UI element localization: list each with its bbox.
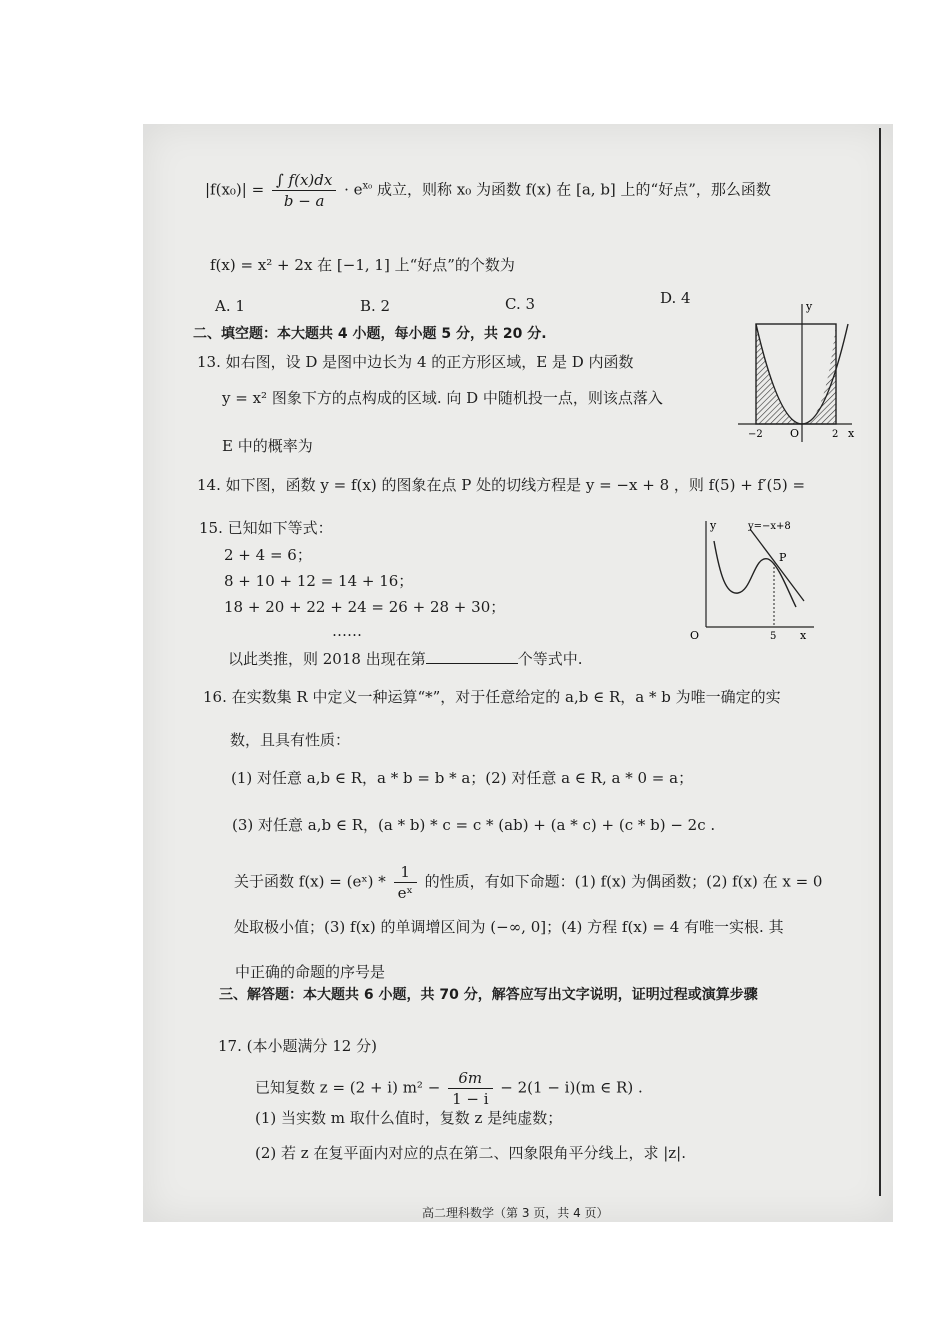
exam-paper (143, 124, 893, 1222)
q12-option-d: D. 4 (660, 289, 691, 307)
q16-property-3: (3) 对任意 a,b ∈ R，(a * b) * c = c * (ab) + (a * c) + (c * b) − 2c . (232, 816, 716, 834)
fig15-five-label: 5 (770, 631, 777, 642)
figure-13-parabola (728, 296, 858, 446)
q12-option-b: B. 2 (360, 297, 391, 315)
q14-text: 14. 如下图，函数 y = f(x) 的图象在点 P 处的切线方程是 y = −x + 8 ，则 f(5) + f′(5) = (197, 476, 806, 494)
q16-fraction (394, 862, 417, 903)
section-2-heading: 二、填空题：本大题共 4 小题，每小题 5 分，共 20 分. (193, 326, 547, 342)
q15-eq3: 18 + 20 + 22 + 24 = 26 + 28 + 30； (224, 598, 506, 616)
fig15-origin-label: O (690, 629, 700, 642)
figure-14-tangent (678, 515, 818, 645)
q16-function-def: 关于函数 f(x) = (eˣ) * (234, 872, 386, 891)
fig15-p-label: P (779, 551, 787, 564)
q17-part1: (1) 当实数 m 取什么值时，复数 z 是纯虚数； (255, 1109, 563, 1127)
q13-line2: y = x² 图象下方的点构成的区域. 向 D 中随机投一点，则该点落入 (222, 389, 663, 407)
q16-fraction-num: 1 (394, 862, 417, 883)
q17-complex-def-a: 已知复数 z = (2 + i) m² − (255, 1078, 441, 1097)
q13-line1: 13. 如右图，设 D 是图中边长为 4 的正方形区域，E 是 D 内函数 (197, 353, 634, 371)
q12-lhs: |f(x₀)| = (205, 180, 265, 199)
q12-definition-text: 成立，则称 x₀ 为函数 f(x) 在 [a, b] 上的“好点”，那么函数 (372, 180, 771, 199)
section-3-heading: 三、解答题：本大题共 6 小题，共 70 分，解答应写出文字说明，证明过程或演算步骤 (219, 987, 758, 1003)
fig13-x-label: x (848, 427, 855, 440)
integral-denominator: b − a (283, 192, 325, 210)
q15-answer-blank (426, 649, 518, 664)
fig13-pos2-label: 2 (832, 429, 839, 440)
q15-eq1: 2 + 4 = 6； (224, 546, 312, 564)
q17-fraction (448, 1068, 492, 1109)
page-footer: 高二理科数学（第 3 页，共 4 页） (422, 1206, 609, 1220)
q16-fraction-den: eˣ (397, 884, 413, 902)
q12-option-a: A. 1 (215, 297, 245, 315)
q15-conclusion-b: 个等式中. (517, 650, 583, 668)
q15-eq2: 8 + 10 + 12 = 14 + 16； (224, 572, 414, 590)
shaded-region-right (802, 324, 836, 424)
fig13-y-label: y (806, 300, 813, 313)
fig13-neg2-label: −2 (748, 429, 763, 440)
q12-exp-base: · e (344, 180, 363, 199)
q15-title: 15. 已知如下等式： (199, 519, 333, 537)
q16-property-1-2: (1) 对任意 a,b ∈ R，a * b = b * a；(2) 对任意 a ∈ R, a * 0 = a； (231, 769, 694, 787)
q17-fraction-num: 6m (448, 1068, 492, 1089)
fig15-x-label: x (800, 629, 807, 642)
q16-line7: 中正确的命题的序号是 (235, 963, 386, 981)
q16-line5 (234, 862, 822, 903)
q12-integral-fraction (272, 170, 336, 211)
q16-line2: 数，且具有性质： (230, 731, 351, 749)
margin-rule (879, 128, 881, 1196)
q17-complex-def-b: − 2(1 − i)(m ∈ R) . (500, 1078, 643, 1097)
q13-line3: E 中的概率为 (222, 437, 313, 455)
q15-conclusion (228, 649, 583, 669)
q16-propositions-a: 的性质，有如下命题：(1) f(x) 为偶函数；(2) f(x) 在 x = 0 (424, 872, 823, 891)
q17-fraction-den: 1 − i (452, 1090, 489, 1108)
q12-exp-power: x₀ (362, 180, 373, 192)
q15-conclusion-a: 以此类推，则 2018 出现在第 (228, 650, 426, 668)
shaded-region-left (756, 324, 802, 424)
fig15-y-label: y (710, 519, 717, 532)
fig15-line-label: y=−x+8 (748, 521, 791, 532)
q16-line6: 处取极小值；(3) f(x) 的单调增区间为 (−∞, 0]；(4) 方程 f(x) = 4 有唯一实根. 其 (234, 918, 784, 936)
fig13-origin-label: O (790, 427, 800, 440)
q12-option-c: C. 3 (505, 295, 536, 313)
q17-line1 (255, 1068, 643, 1109)
q12-line1 (205, 170, 771, 211)
q16-line1: 16. 在实数集 R 中定义一种运算“*”，对于任意给定的 a,b ∈ R，a * b 为唯一确定的实 (203, 688, 781, 706)
q17-part2: (2) 若 z 在复平面内对应的点在第二、四象限角平分线上，求 |z|. (255, 1144, 687, 1162)
q12-line2: f(x) = x² + 2x 在 [−1, 1] 上“好点”的个数为 (210, 256, 515, 274)
integral-numerator: ∫ f(x)dx (272, 170, 336, 191)
q15-ellipsis: …… (332, 622, 362, 640)
q17-title: 17. (本小题满分 12 分) (218, 1037, 377, 1055)
